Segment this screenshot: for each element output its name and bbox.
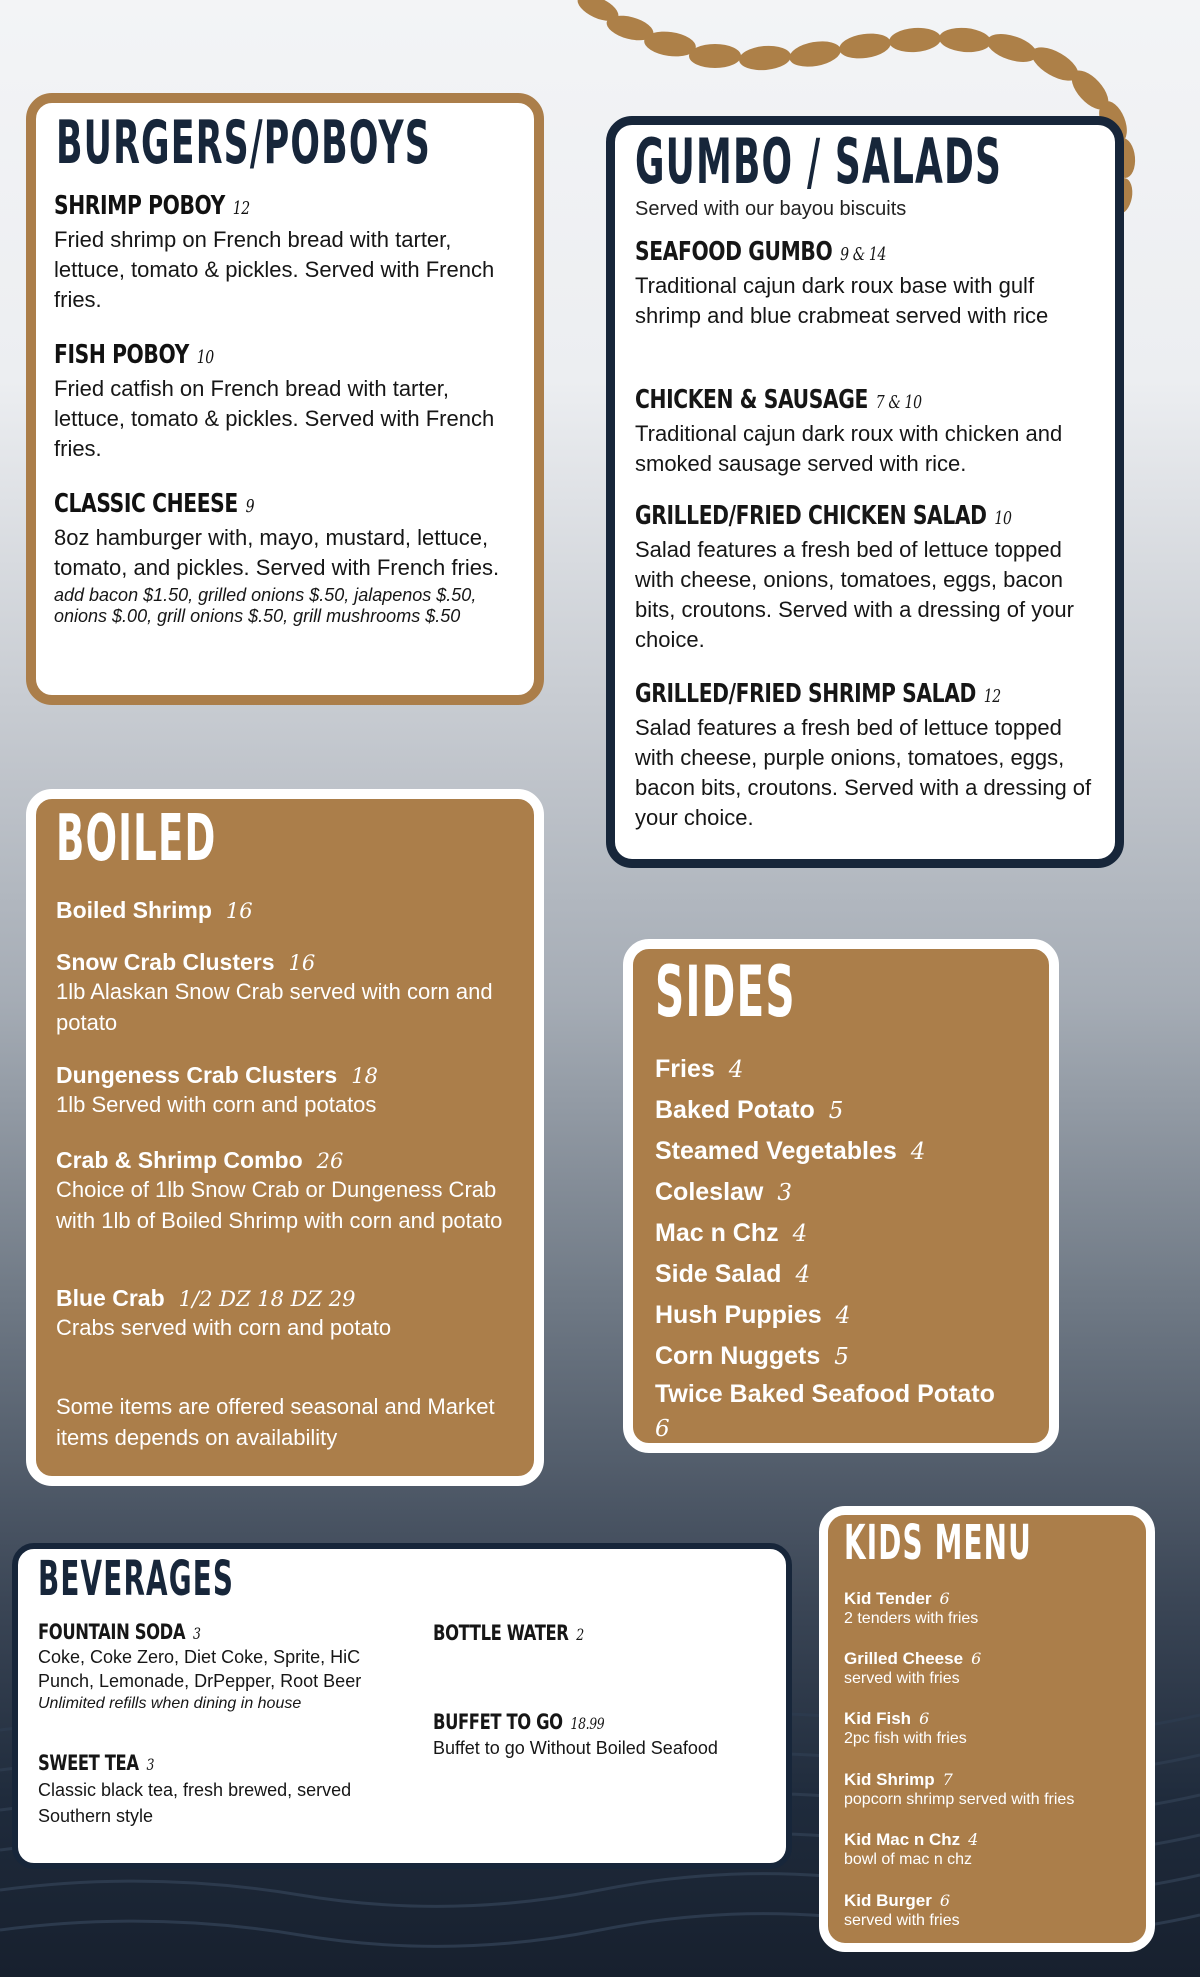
item-name: Kid Shrimp [844, 1770, 935, 1789]
item-price: 1/2 DZ 18 DZ 29 [178, 1287, 356, 1311]
item-price: 18.99 [570, 1714, 605, 1733]
item-price: 9 & 14 [840, 244, 887, 265]
beverages-panel [12, 1543, 792, 1869]
item-description: Fried shrimp on French bread with tarter, lettuce, tomato & pickles. Served with French fries. [54, 227, 495, 312]
item-name: Blue Crab [56, 1285, 165, 1311]
sides-panel [623, 939, 1059, 1453]
gumbo-panel [606, 116, 1124, 868]
item-price: 16 [225, 899, 253, 923]
list-item: Coleslaw 3 [655, 1178, 793, 1206]
item-description: 8oz hamburger with, mayo, mustard, lettuce, tomato, and pickles. Served with French fries. [54, 525, 500, 580]
list-item: Side Salad 4 [655, 1260, 811, 1288]
kids-title: KIDS MENU [844, 1515, 1032, 1571]
list-item: Steamed Vegetables 4 [655, 1137, 926, 1165]
item-price: 3 [777, 1180, 793, 1206]
item-description: Fried catfish on French bread with tarter, lettuce, tomato & pickles. Served with French fries. [54, 376, 495, 461]
item-name: Grilled Cheese [844, 1649, 964, 1668]
item-name: Kid Burger [844, 1891, 932, 1910]
item-name: GRILLED/FRIED SHRIMP SALAD 12 [635, 679, 1001, 709]
item-description: Salad features a fresh bed of lettuce topped with cheese, onions, tomatoes, eggs, bacon bits, croutons. Served with a dressing of your choice. [635, 537, 1074, 652]
item-price: 4 [968, 1830, 979, 1849]
sides-list [655, 1049, 1045, 1446]
item-price: 18 [351, 1064, 378, 1088]
menu-item [844, 1589, 1144, 1629]
item-price: 6 [939, 1589, 950, 1608]
menu-item [56, 897, 526, 924]
list-item [641, 1411, 1045, 1446]
menu-item [844, 1830, 1144, 1870]
item-description: 1lb Alaskan Snow Crab served with corn and potato [56, 979, 493, 1035]
list-item: Baked Potato 5 [655, 1096, 844, 1124]
seasonal-note: Some items are offered seasonal and Market items depends on availability [56, 1394, 495, 1450]
menu-item [56, 1147, 526, 1236]
item-description: popcorn shrimp served with fries [844, 1791, 1075, 1808]
sides-title: SIDES [655, 951, 796, 1033]
menu-item [54, 489, 524, 627]
item-name: Snow Crab Clusters [56, 949, 275, 975]
item-description: Salad features a fresh bed of lettuce topped with cheese, purple onions, tomatoes, eggs, bacon bits, croutons. Served with a dressing of your choice. [635, 715, 1092, 830]
menu-item [635, 679, 1105, 833]
menu-item [844, 1770, 1144, 1810]
item-name: CHICKEN & SAUSAGE 7 & 10 [635, 385, 922, 415]
gumbo-subtitle: Served with our bayou biscuits [635, 198, 907, 220]
menu-item [38, 1620, 398, 1715]
item-name: SWEET TEA 3 [38, 1751, 155, 1775]
list-item: Hush Puppies 4 [655, 1301, 851, 1329]
menu-item [433, 1710, 773, 1760]
item-description: Traditional cajun dark roux base with gulf shrimp and blue crabmeat served with rice [635, 273, 1049, 328]
addons-note: add bacon $1.50, grilled onions $.50, jalapenos $.50, onions $.00, grill onions $.50, grill mushrooms $.50 [54, 585, 477, 626]
item-price: 7 [942, 1770, 953, 1789]
item-price: 10 [196, 347, 214, 368]
item-description: served with fries [844, 1670, 960, 1687]
list-item: Corn Nuggets 5 [655, 1342, 849, 1370]
item-description: 2pc fish with fries [844, 1730, 967, 1747]
item-price: 3 [146, 1755, 155, 1774]
item-name: FOUNTAIN SODA 3 [38, 1620, 201, 1644]
item-description: bowl of mac n chz [844, 1851, 973, 1868]
menu-item [844, 1709, 1144, 1749]
item-name: CLASSIC CHEESE 9 [54, 489, 255, 519]
list-item: Mac n Chz 4 [655, 1219, 808, 1247]
menu-item [635, 237, 1105, 331]
item-description: served with fries [844, 1912, 960, 1929]
item-description: Traditional cajun dark roux with chicken and smoked sausage served with rice. [635, 421, 1063, 476]
item-description: Choice of 1lb Snow Crab or Dungeness Crab with 1lb of Boiled Shrimp with corn and potato [56, 1177, 503, 1233]
item-price: 6 [655, 1416, 670, 1442]
item-price: 7 & 10 [875, 392, 922, 413]
menu-item [635, 385, 1105, 479]
menu-item [56, 949, 526, 1038]
item-description: Coke, Coke Zero, Diet Coke, Sprite, HiC Punch, Lemonade, DrPepper, Root Beer [38, 1647, 362, 1691]
item-name: BUFFET TO GO 18.99 [433, 1710, 605, 1734]
item-name: FISH POBOY 10 [54, 340, 214, 370]
item-name: GRILLED/FRIED CHICKEN SALAD 10 [635, 501, 1012, 531]
item-name: SEAFOOD GUMBO 9 & 14 [635, 237, 887, 267]
item-price: 5 [834, 1344, 849, 1370]
boiled-panel [26, 789, 544, 1486]
item-description: 1lb Served with corn and potatos [56, 1092, 377, 1117]
item-price: 5 [828, 1098, 844, 1124]
item-price: 4 [910, 1139, 926, 1165]
item-name: Kid Fish [844, 1709, 912, 1728]
item-price: 2 [576, 1625, 584, 1644]
menu-item [635, 501, 1105, 655]
item-price: 3 [192, 1624, 201, 1643]
item-price: 12 [983, 686, 1001, 707]
burgers-panel [26, 93, 544, 705]
boiled-title: BOILED [56, 802, 217, 876]
menu-item [54, 191, 524, 315]
item-price: 4 [792, 1221, 808, 1247]
item-name: Kid Tender [844, 1589, 932, 1608]
list-item: Fries 4 [655, 1055, 744, 1083]
beverages-title: BEVERAGES [38, 1551, 235, 1607]
item-price: 6 [939, 1891, 951, 1910]
menu-item [433, 1621, 773, 1645]
item-price: 10 [994, 508, 1012, 529]
item-description: 2 tenders with fries [844, 1610, 979, 1627]
item-name: BOTTLE WATER 2 [433, 1621, 584, 1645]
menu-item [54, 340, 524, 464]
menu-item [844, 1891, 1144, 1931]
item-price: 4 [835, 1303, 851, 1329]
item-description: Classic black tea, fresh brewed, served Southern style [38, 1780, 352, 1826]
item-name: Boiled Shrimp [56, 897, 212, 923]
item-price: 4 [795, 1262, 811, 1288]
item-price: 6 [971, 1649, 982, 1668]
item-description: Crabs served with corn and potato [56, 1315, 392, 1340]
item-name: Kid Mac n Chz [844, 1830, 961, 1849]
menu-item [844, 1649, 1144, 1689]
item-price: 9 [245, 496, 255, 517]
item-description: Buffet to go Without Boiled Seafood [433, 1738, 718, 1758]
item-price: 26 [316, 1149, 344, 1173]
item-price: 6 [919, 1709, 930, 1728]
refill-note: Unlimited refills when dining in house [38, 1695, 302, 1712]
kids-panel [819, 1506, 1155, 1952]
item-name: Dungeness Crab Clusters [56, 1062, 338, 1088]
menu-item [56, 1062, 526, 1120]
burgers-title: BURGERS/POBOYS [56, 108, 431, 178]
item-price: 12 [232, 198, 250, 219]
gumbo-title: GUMBO / SALADS [635, 125, 1003, 198]
list-item: Twice Baked Seafood Potato [655, 1380, 995, 1408]
item-name: Crab & Shrimp Combo [56, 1147, 303, 1173]
item-name: SHRIMP POBOY 12 [54, 191, 250, 221]
menu-item [38, 1751, 398, 1829]
item-price: 4 [728, 1057, 744, 1083]
menu-item [56, 1285, 526, 1343]
item-price: 16 [288, 951, 316, 975]
